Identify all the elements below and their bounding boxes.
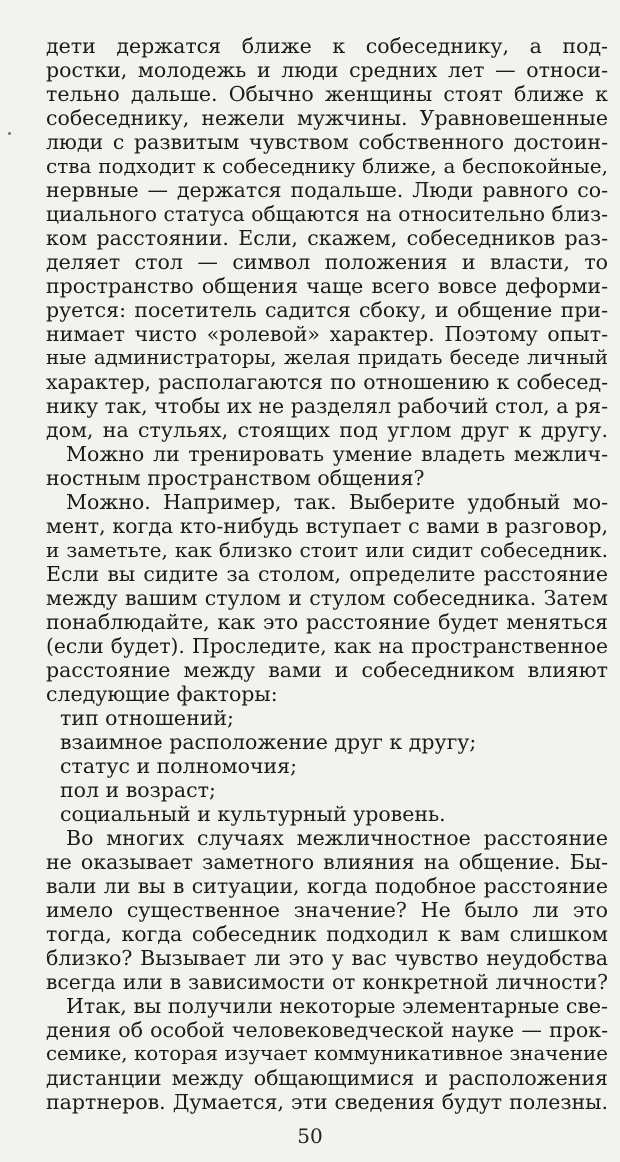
text-line: Итак, вы получили некоторые элементарные све- bbox=[66, 994, 608, 1018]
text-line: тельно дальше. Обычно женщины стоят ближе к bbox=[46, 82, 608, 106]
text-line: собеседнику, нежели мужчины. Уравновешенные bbox=[46, 106, 608, 130]
text-line: и заметьте, как близко стоит или сидит собеседник. bbox=[46, 538, 608, 562]
text-line: нервные — держатся подальше. Люди равного со- bbox=[46, 178, 608, 202]
text-line: деляет стол — символ положения и власти, то bbox=[46, 250, 608, 274]
text-line: партнеров. Думается, эти сведения будут полезны. bbox=[46, 1090, 608, 1114]
text-line: пространство общения чаще всего вовсе деформи- bbox=[46, 274, 608, 298]
text-line: люди с развитым чувством собственного достоин- bbox=[46, 130, 608, 154]
text-line: Можно. Например, так. Выберите удобный мо- bbox=[66, 490, 608, 514]
text-line: (если будет). Проследите, как на пространственное bbox=[46, 634, 608, 658]
text-line: дения об особой человековедческой науке — прок- bbox=[46, 1018, 608, 1042]
text-line: всегда или в зависимости от конкретной личности? bbox=[46, 970, 608, 994]
list-item: пол и возраст; bbox=[60, 778, 216, 802]
list-item: статус и полномочия; bbox=[60, 754, 298, 778]
list-item: взаимное расположение друг к другу; bbox=[60, 730, 477, 754]
text-line: ростки, молодежь и люди средних лет — относи- bbox=[46, 58, 608, 82]
text-line: вали ли вы в ситуации, когда подобное расстояние bbox=[46, 874, 608, 898]
text-line: циального статуса общаются на относительно близ- bbox=[46, 202, 608, 226]
list-item: тип отношений; bbox=[60, 706, 234, 730]
text-line: руется: посетитель садится сбоку, и общение при- bbox=[46, 298, 608, 322]
text-line: дом, на стульях, стоящих под углом друг к другу. bbox=[46, 418, 608, 442]
text-line: дети держатся ближе к собеседнику, а под- bbox=[46, 34, 608, 58]
text-line: нимает чисто «ролевой» характер. Поэтому опыт- bbox=[46, 322, 608, 346]
text-line: тогда, когда собеседник подходил к вам слишком bbox=[46, 922, 608, 946]
text-line: дистанции между общающимися и расположения bbox=[46, 1066, 608, 1090]
text-line: не оказывает заметного влияния на общение. Бы- bbox=[46, 850, 608, 874]
text-line: мент, когда кто-нибудь вступает с вами в разговор, bbox=[46, 514, 608, 538]
text-line: ком расстоянии. Если, скажем, собеседников раз- bbox=[46, 226, 608, 250]
text-line: между вашим стулом и стулом собеседника. Затем bbox=[46, 586, 608, 610]
list-item: социальный и культурный уровень. bbox=[60, 802, 446, 826]
text-line: расстояние между вами и собеседником влияют bbox=[46, 658, 608, 682]
text-line: ные администраторы, желая придать беседе личный bbox=[46, 346, 608, 369]
print-speck bbox=[8, 132, 11, 135]
text-line: имело существенное значение? Не было ли это bbox=[46, 898, 608, 922]
text-line: ностным пространством общения? bbox=[46, 466, 425, 490]
text-line: семике, которая изучает коммуникативное значение bbox=[46, 1042, 608, 1065]
page-number: 50 bbox=[297, 1124, 323, 1148]
text-line: Можно ли тренировать умение владеть межлич- bbox=[66, 442, 608, 466]
text-line: Во многих случаях межличностное расстояние bbox=[66, 826, 608, 850]
text-line: нику так, чтобы их не разделял рабочий стол, а ря- bbox=[46, 394, 608, 418]
text-line: близко? Вызывает ли это у вас чувство неудобства bbox=[46, 946, 608, 970]
text-line: Если вы сидите за столом, определите расстояние bbox=[46, 562, 608, 586]
text-line: следующие факторы: bbox=[46, 682, 278, 706]
text-line: понаблюдайте, как это расстояние будет меняться bbox=[46, 610, 608, 634]
text-line: ства подходит к собеседнику ближе, а беспокойные, bbox=[46, 154, 608, 178]
text-line: характер, располагаются по отношению к собесед- bbox=[46, 370, 608, 394]
